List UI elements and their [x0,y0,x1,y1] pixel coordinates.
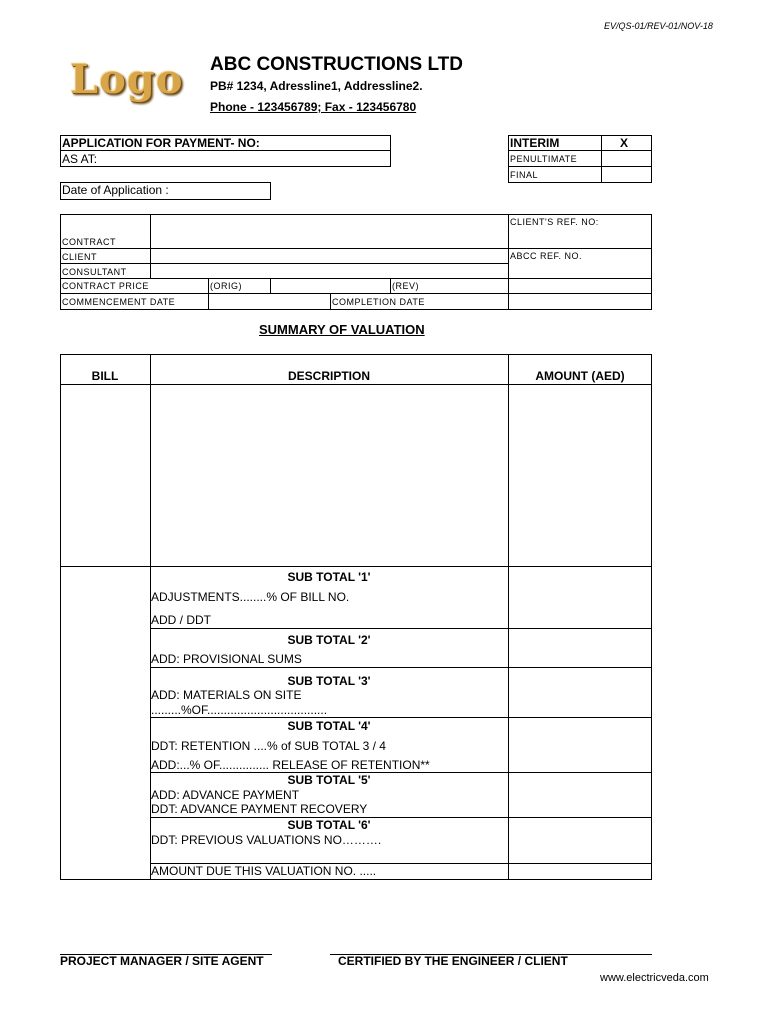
description-header: DESCRIPTION [287,369,370,383]
project-manager-signature-label: PROJECT MANAGER / SITE AGENT [60,954,264,968]
final-label: FINAL [510,170,539,180]
contract-label: CONTRACT [62,237,116,247]
summary-title: SUMMARY OF VALUATION [259,322,425,337]
document-code: EV/QS-01/REV-01/NOV-18 [604,21,713,31]
abcc-ref-label: ABCC REF. NO. [510,251,583,261]
company-name: ABC CONSTRUCTIONS LTD [210,54,463,75]
subtotal-3: SUB TOTAL '3' [287,674,371,688]
commencement-date-label: COMMENCEMENT DATE [62,297,176,307]
subtotal-1: SUB TOTAL '1' [287,570,371,584]
advance-recovery-row: DDT: ADVANCE PAYMENT RECOVERY [151,802,368,816]
contract-info-table [60,214,652,310]
client-label: CLIENT [62,252,98,262]
amount-header: AMOUNT (AED) [535,369,625,383]
retention-row: DDT: RETENTION ....% of SUB TOTAL 3 / 4 [151,739,386,753]
amount-due-row: AMOUNT DUE THIS VALUATION NO. ..... [151,864,377,878]
provisional-sums-row: ADD: PROVISIONAL SUMS [151,652,302,666]
release-retention-row: ADD:...% OF............... RELEASE OF RETENTION** [151,758,430,772]
contract-price-label: CONTRACT PRICE [62,281,149,291]
application-title: APPLICATION FOR PAYMENT- NO: [62,136,260,150]
penultimate-label: PENULTIMATE [510,154,578,164]
subtotal-2: SUB TOTAL '2' [287,633,371,647]
materials-on-site-row: ADD: MATERIALS ON SITE [151,688,302,702]
bill-header: BILL [91,369,119,383]
subtotal-4: SUB TOTAL '4' [287,719,371,733]
interim-label: INTERIM [510,136,560,150]
company-logo: Logo [70,56,184,103]
footer-url-clip [600,973,740,981]
footer-url: www.electricveda.com [600,973,709,981]
orig-label: (ORIG) [210,281,242,291]
company-address: PB# 1234, Adressline1, Addressline2. [210,79,423,93]
adjustments-row: ADJUSTMENTS........% OF BILL NO. [151,590,350,604]
as-at-label: AS AT: [62,152,98,166]
consultant-label: CONSULTANT [62,267,127,277]
subtotal-6: SUB TOTAL '6' [287,818,371,832]
company-phone: Phone - 123456789; Fax - 123456780 [210,100,417,114]
add-ddt-row: ADD / DDT [151,613,211,627]
date-of-application-label: Date of Application : [62,183,169,197]
engineer-client-signature-label: CERTIFIED BY THE ENGINEER / CLIENT [338,954,568,968]
subtotal-5: SUB TOTAL '5' [287,773,371,787]
materials-percent-row: .........%OF.................................... [151,703,328,717]
rev-label: (REV) [392,281,419,291]
advance-payment-row: ADD: ADVANCE PAYMENT [151,788,300,802]
interim-mark: X [620,136,629,150]
completion-date-label: COMPLETION DATE [332,297,425,307]
previous-valuations-row: DDT: PREVIOUS VALUATIONS NO………. [151,833,382,847]
clients-ref-label: CLIENT'S REF. NO: [510,217,599,227]
